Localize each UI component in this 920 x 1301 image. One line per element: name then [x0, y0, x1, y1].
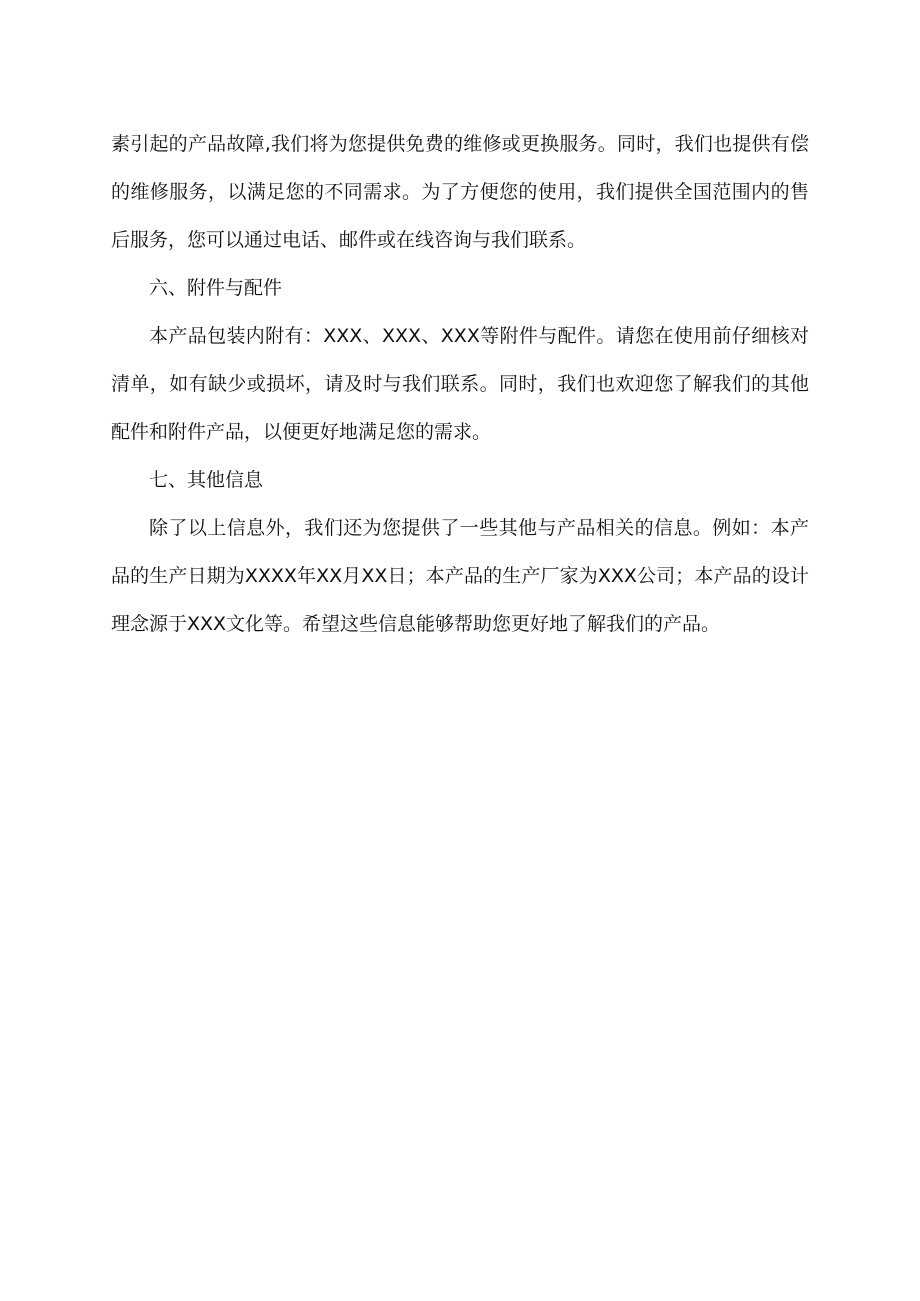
- paragraph-accessories: 本产品包装内附有：XXX、XXX、XXX等附件与配件。请您在使用前仔细核对清单，如有缺少或损坏，请及时与我们联系。同时，我们也欢迎您了解我们的其他配件和附件产品，以便更好地满足您的需求。: [111, 325, 809, 443]
- document-body: [111, 120, 809, 648]
- paragraph-after-sales-service: 素引起的产品故障,我们将为您提供免费的维修或更换服务。同时，我们也提供有偿的维修服务，以满足您的不同需求。为了方便您的使用，我们提供全国范围内的售后服务，您可以通过电话、邮件或在线咨询与我们联系。: [111, 133, 809, 251]
- section-heading-other-info: 七、其他信息: [149, 469, 264, 491]
- section-heading-accessories: 六、附件与配件: [149, 277, 283, 299]
- paragraph-other-info: 除了以上信息外，我们还为您提供了一些其他与产品相关的信息。例如：本产品的生产日期为XXXX年XX月XX日；本产品的生产厂家为XXX公司；本产品的设计理念源于XXX文化等。希望这些信息能够帮助您更好地了解我们的产品。: [111, 517, 809, 635]
